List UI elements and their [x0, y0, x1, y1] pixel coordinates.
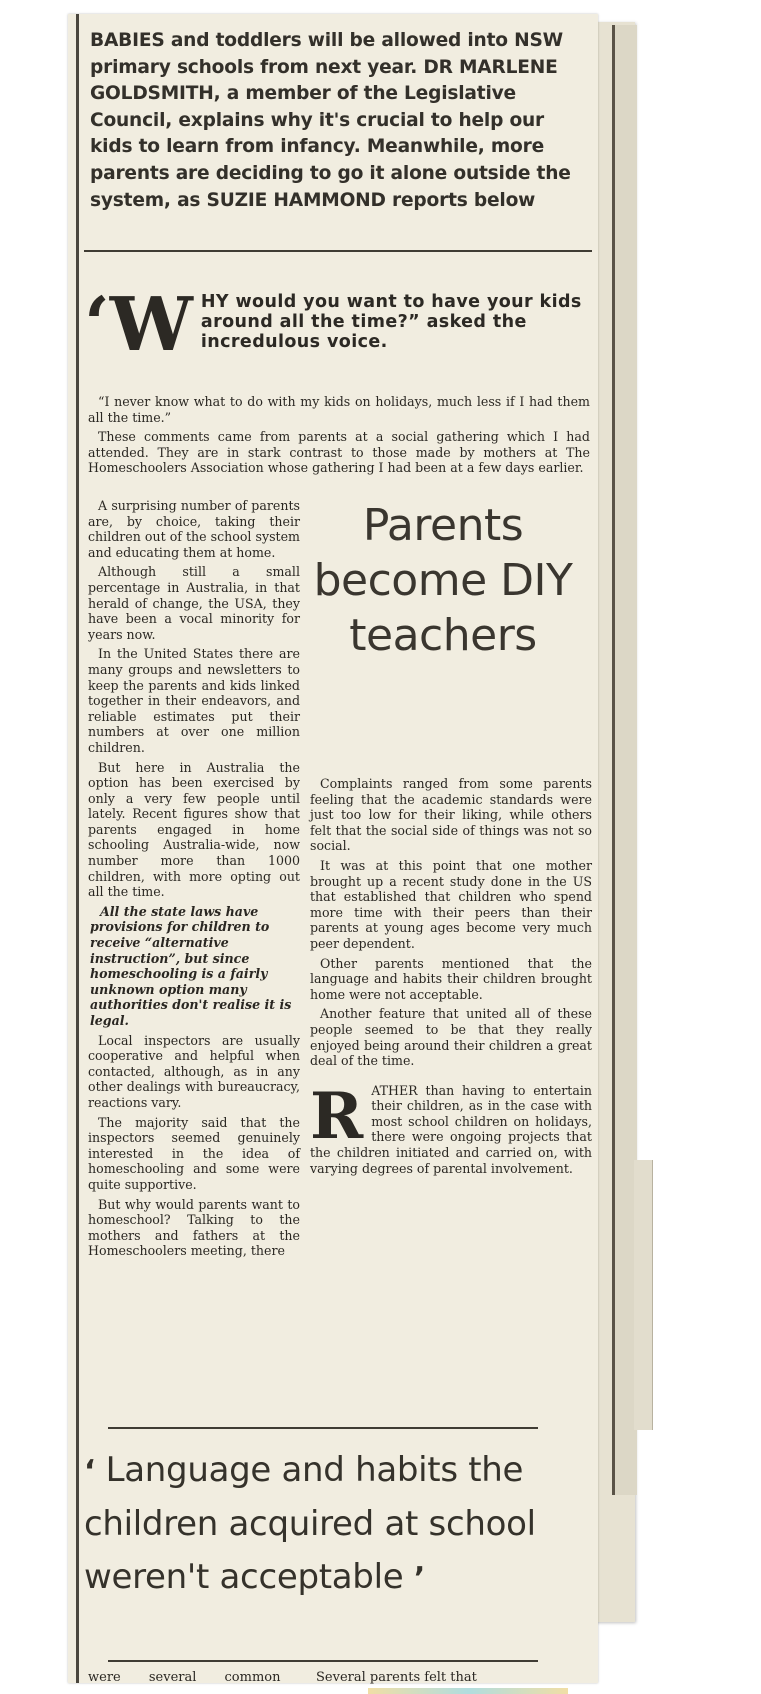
- headline: Parents become DIY teachers: [313, 500, 573, 661]
- bottom-left-text: were several common: [88, 1670, 281, 1685]
- intro-blurb: BABIES and toddlers will be allowed into NSW primary schools from next year. DR MARLENE GOLDSMITH, a member of the Legislative Council, explains why it's crucial to help our kids to learn from infancy. Meanwhile, more parents are deciding to go it alone outside the system, as SUZIE HAMMOND reports below: [90, 30, 571, 211]
- body-paragraph: But why would parents want to homeschool? Talking to the mothers and fathers at the Homeschoolers meeting, there: [88, 1196, 300, 1259]
- quote-divider-top: [108, 1427, 538, 1429]
- body-paragraph: These comments came from parents at a social gathering which I had attended. They are in stark contrast to those made by mothers at The Homeschoolers Association whose gathering I had been at a few days earlier.: [88, 429, 590, 476]
- left-column: [88, 498, 300, 1263]
- body-paragraph: It was at this point that one mother brought up a recent study done in the US that established that children who spend more time with their peers than their parents at young ages become very much peer dependent.: [310, 857, 592, 951]
- body-paragraph: Another feature that united all of these people seemed to be that they really enjoyed being around their children a great deal of the time.: [310, 1006, 592, 1069]
- body-paragraph: In the United States there are many groups and newsletters to keep the parents and kids linked together in their endeavors, and reliable estimates put their numbers at over one million children.: [88, 646, 300, 755]
- background-clipping-tab: [634, 1160, 653, 1430]
- body-paragraph: Although still a small percentage in Australia, in that herald of change, the USA, they have been a vocal minority for years now.: [88, 564, 300, 642]
- column-rule: [76, 14, 79, 1683]
- pull-quote: All the state laws have provisions for children to receive “alternative instruction”, but since homeschooling is a fairly unknown option many authorities don't realise it is legal.: [90, 903, 292, 1028]
- lead-paragraph: [84, 282, 594, 368]
- body-paragraph: Other parents mentioned that the language and habits their children brought home were not acceptable.: [310, 955, 592, 1002]
- body-paragraph: Complaints ranged from some parents feeling that the academic standards were just too low for their liking, while others felt that the social side of things was not so social.: [310, 776, 592, 854]
- body-paragraph: Local inspectors are usually cooperative and helpful when contacted, although, as in any other dealings with bureaucracy, reactions vary.: [88, 1032, 300, 1110]
- section-dropcap: R: [310, 1078, 364, 1154]
- body-paragraph: But here in Australia the option has been exercised by only a very few people until lately. Recent figures show that parents engaged in home schooling Australia-wide, now number more than 1000 children, with more opting out all the time.: [88, 759, 300, 900]
- body-paragraph: A surprising number of parents are, by choice, taking their children out of the school system and educating them at home.: [88, 498, 300, 560]
- newspaper-clipping: [68, 14, 598, 1683]
- quote-text: Language and habits the children acquired at school weren't acceptable: [84, 1450, 536, 1597]
- bottom-right-text: Several parents felt that: [316, 1670, 477, 1685]
- ink-stain: [368, 1688, 568, 1694]
- lead-text: HY would you want to have your kids around all the time?” asked the incredulous voice.: [200, 292, 582, 352]
- section-paragraph: [310, 1078, 592, 1177]
- intro-divider: [84, 250, 592, 252]
- feature-quote: [84, 1444, 584, 1605]
- quote-close-mark: ’: [413, 1561, 425, 1596]
- right-column: [310, 776, 592, 1180]
- body-paragraph: “I never know what to do with my kids on holidays, much less if I had them all the time.”: [88, 394, 590, 425]
- lead-dropcap: ‘W: [84, 282, 193, 368]
- section-text: ATHER than having to entertain their children, as in the case with most school children on holidays, there were ongoing projects that the children initiated and carried on, with varying degrees of parental involvement.: [310, 1082, 592, 1176]
- quote-open-mark: ‘: [84, 1454, 96, 1489]
- body-full-width: [88, 394, 590, 480]
- body-paragraph: The majority said that the inspectors seemed genuinely interested in the idea of homeschooling and some were quite supportive.: [88, 1114, 300, 1192]
- quote-divider-bottom: [108, 1660, 538, 1662]
